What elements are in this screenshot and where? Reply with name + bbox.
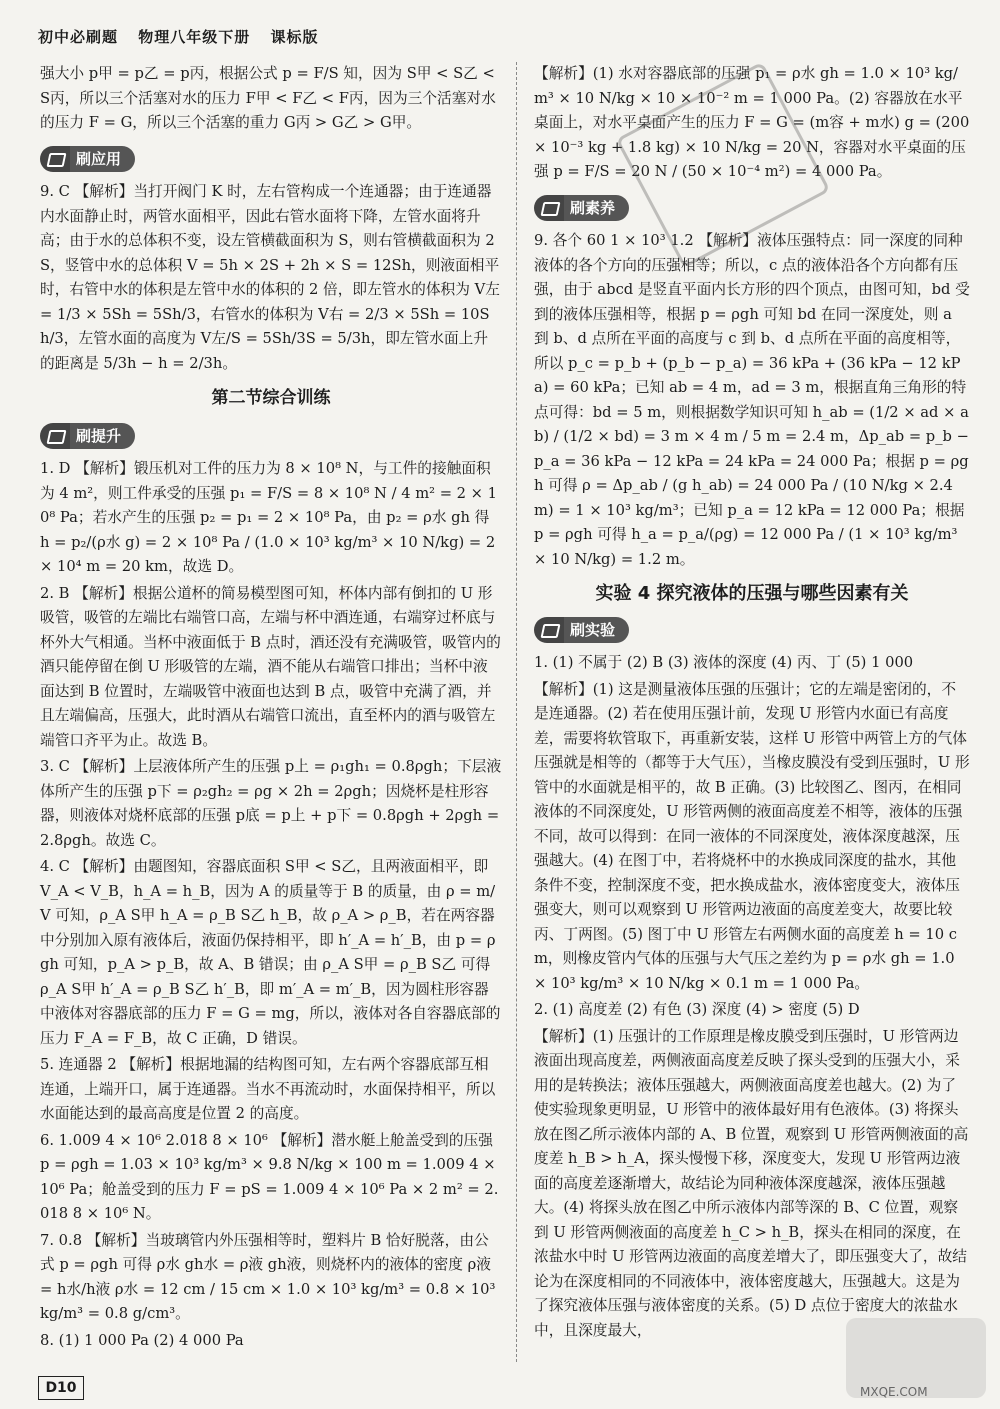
experiment-title: 实验 4 探究液体的压强与哪些因素有关 bbox=[595, 583, 909, 604]
subject-title: 物理八年级下册 bbox=[138, 28, 251, 46]
answer-7: 7. 0.8 【解析】当玻璃管内外压强相等时，塑料片 B 恰好脱落，由公式 p = ρgh 可得 ρ水 gh水 = ρ液 gh液，则烧杯内的液体的密度 ρ液 = h水/h液 ρ水 = 12 cm / 15 cm × 1.0 × 10³ kg/m³ = 0.8 × 10³ kg/m³ = 0.8 g/cm³。 bbox=[40, 1231, 496, 1322]
experiment-answer-1: 1. (1) 不属于 (2) B (3) 液体的深度 (4) 丙、丁 (5) 1 000 bbox=[534, 654, 914, 671]
answer-8: 8. (1) 1 000 Pa (2) 4 000 Pa bbox=[40, 1331, 244, 1349]
section-title: 第二节综合训练 bbox=[211, 388, 331, 408]
book-icon bbox=[40, 146, 70, 172]
book-icon bbox=[40, 423, 70, 449]
edition-label: 课标版 bbox=[270, 28, 319, 46]
intro-paragraph: 强大小 p甲 = p乙 = p丙，根据公式 p = F/S 知，因为 S甲 < S乙 < S丙，所以三个活塞对水的压力 F甲 < F乙 < F丙，因为三个活塞对水的压力 F = G，所以三个活塞的重力 G丙 > G乙 > G甲。 bbox=[40, 65, 496, 131]
page-header bbox=[38, 26, 333, 47]
watermark-text: MXQE.COM bbox=[860, 1385, 928, 1399]
left-column bbox=[40, 62, 502, 1355]
right-column bbox=[534, 62, 970, 1345]
answer-2: 2. B 【解析】根据公道杯的简易模型图可知，杯体内部有倒扣的 U 形吸管，吸管的左端比右端管口高，左端与杯中酒连通，右端穿过杯底与杯外大气相通。当杯中液面低于 B 点时，酒还没有充满吸管，吸管内的酒只能停留在倒 U 形吸管的左端，酒不能从右端管口排出；当杯中液面达到 B 位置时，左端吸管中液面也达到 B 点，吸管中充满了酒，并且左端偏高，压强大，此时酒从右端管口流出，直至杯内的酒与吸管左端管口齐平为止。故选 B。 bbox=[40, 584, 501, 749]
experiment-answer-2: 2. (1) 高度差 (2) 有色 (3) 深度 (4) > 密度 (5) D bbox=[534, 1001, 860, 1018]
book-icon bbox=[534, 195, 564, 221]
section-badge-apply: 刷应用 bbox=[40, 146, 135, 172]
answer-4: 4. C 【解析】由题图知，容器底面积 S甲 < S乙，且两液面相平，即 V_A < V_B，h_A = h_B，因为 A 的质量等于 B 的质量，由 ρ = m/V 可知，ρ_A S甲 h_A = ρ_B S乙 h_B，故 ρ_A > ρ_B，若在两容器中分别加入原有液体后，液面仍保持相平，即 h′_A = h′_B，由 p = ρgh 可知，p_A > p_B，故 A、B 错误；由 ρ_A S甲 = ρ_B S乙 可得 ρ_A S甲 h′_A = ρ_B S乙 h′_B，即 m′_A = m′_B，因为圆柱形容器中液体对容器底部的压力 F = G = mg，所以，液体对各自容器底部的压力 F_A = F_B，故 C 正确，D 错误。 bbox=[40, 858, 501, 1047]
section-badge-literacy: 刷素养 bbox=[534, 195, 629, 221]
section-badge-improve: 刷提升 bbox=[40, 423, 135, 449]
experiment-explanation-1: 【解析】(1) 这是测量液体压强的压强计；它的左端是密闭的，不是连通器。(2) 若在使用压强计前，发现 U 形管内水面已有高度差，需要将软管取下，再重新安装，这样 U 形管中两管上方的气体压强就是相等的（都等于大气压），当橡皮膜没有受到压强时，U 形管中的水面就是相平的，故 B 正确。(3) 比较图乙、图丙，在相同液体的不同深度处，U 形管两侧的液面高度差不相等，液体的压强不同，故可以得到：在同一液体的不同深度处，液体深度越深，压强越大。(4) 在图丁中，若将烧杯中的水换成同深度的盐水，其他条件不变，控制深度不变，把水换成盐水，液体密度变大，液体压强变大，则可以观察到 U 形管两边液面的高度差变大，故要比较丙、丁两图。(5) 图丁中 U 形管左右两侧水面的高度差 h = 10 cm，则橡皮管内气体的压强与大气压之差约为 p = ρ水 gh = 1.0 × 10³ kg/m³ × 10 N/kg × 0.1 m = 1 000 Pa。 bbox=[534, 680, 970, 992]
answer-3: 3. C 【解析】上层液体所产生的压强 p上 = ρ₁gh₁ = 0.8ρgh；下层液体所产生的压强 p下 = ρ₂gh₂ = ρg × 2h = 2ρgh；因烧杯是柱形容器，则液体对烧杯底部的压强 p底 = p上 + p下 = 0.8ρgh + 2ρgh = 2.8ρgh。故选 C。 bbox=[40, 758, 502, 849]
answer-5: 5. 连通器 2 【解析】根据地漏的结构图可知，左右两个容器底部互相连通，上端开口，属于连通器。当水不再流动时，水面保持相平，所以水面能达到的最高高度是位置 2 的高度。 bbox=[40, 1056, 496, 1122]
column-divider bbox=[516, 62, 517, 1362]
answer-9-literacy: 9. 各个 60 1 × 10³ 1.2 【解析】液体压强特点：同一深度的同种液体的各个方向的压强相等；所以，c 点的液体沿各个方向都有压强，由于 abcd 是竖直平面内长方形的四个顶点，由图可知，bd 受到的液体压强相等，根据 p = ρgh 可知 bd 在同一深度处，则 a 到 b、d 点所在平面的高度与 c 到 b、d 点所在平面的高度相等，所以 p_c = p_b + (p_b − p_a) = 36 kPa + (36 kPa − 12 kPa) = 60 kPa；已知 ab = 4 m，ad = 3 m，根据直角三角形的特点可得：bd = 5 m，则根据数学知识可知 h_ab = (1/2 × ad × ab) / (1/2 × bd) = 3 m × 4 m / 5 m = 2.4 m，Δp_ab = p_b − p_a = 36 kPa − 12 kPa = 24 kPa = 24 000 Pa；根据 p = ρgh 可得 ρ = Δp_ab / (g h_ab) = 24 000 Pa / (10 N/kg × 2.4 m) = 1 × 10³ kg/m³；已知 p_a = 12 kPa = 12 000 Pa；根据 p = ρgh 可得 h_a = p_a/(ρg) = 12 000 Pa / (1 × 10³ kg/m³ × 10 N/kg) = 1.2 m。 bbox=[534, 232, 970, 568]
answer-6: 6. 1.009 4 × 10⁶ 2.018 8 × 10⁶ 【解析】潜水艇上舱盖受到的压强 p = ρgh = 1.03 × 10³ kg/m³ × 9.8 N/kg × 100 m = 1.009 4 × 10⁶ Pa；舱盖受到的压力 F = pS = 1.009 4 × 10⁶ Pa × 2 m² = 2.018 8 × 10⁶ N。 bbox=[40, 1131, 499, 1222]
book-icon bbox=[534, 617, 564, 643]
answer-9: 9. C 【解析】当打开阀门 K 时，左右管构成一个连通器；由于连通器内水面静止时，两管水面相平，因此右管水面将下降，左管水面将升高；由于水的总体积不变，设左管横截面积为 S，则右管横截面积为 2S，竖管中水的总体积 V = 5h × 2S + 2h × S = 12Sh，则液面相平时，右管中水的体积是左管中水的体积的 2 倍，即左管水的体积为 V左 = 1/3 × 5Sh = 5Sh/3，右管水的体积为 V右 = 2/3 × 5Sh = 10Sh/3，左管水面的高度为 V左/S = 5Sh/3S = 5/3h，即左管水面上升的距离是 5/3h − h = 2/3h。 bbox=[40, 183, 500, 372]
book-title: 初中必刷题 bbox=[38, 28, 119, 46]
experiment-explanation-2: 【解析】(1) 压强计的工作原理是橡皮膜受到压强时，U 形管两边液面出现高度差，两侧液面高度差反映了探头受到的压强大小，采用的是转换法；液体压强越大，两侧液面高度差也越大。(2) 为了使实验现象更明显，U 形管中的液体最好用有色液体。(3) 将探头放在图乙所示液体内部的 A、B 位置，观察到 U 形管两侧液面的高度差 h_B > h_A，探头慢慢下移，深度变大，发现 U 形管两边液面的高度差逐渐增大，故结论为同种液体深度越深，液体压强越大。(4) 将探头放在图乙中所示液体内部等深的 B、C 位置，观察到 U 形管两侧液面的高度差 h_C > h_B，探头在相同的深度，在浓盐水中时 U 形管两边液面的高度差增大了，即压强变大了，故结论为在深度相同的不同液体中，液体密度越大，压强越大。这是为了探究液体压强与液体密度的关系。(5) D 点位于密度大的浓盐水中，且深度最大， bbox=[534, 1027, 969, 1339]
answer-8-explanation: 【解析】(1) 水对容器底部的压强 p₁ = ρ水 gh = 1.0 × 10³ kg/m³ × 10 N/kg × 10 × 10⁻² m = 1 000 Pa。(2) 容器放在水平桌面上，对水平桌面产生的压力 F = G = (m容 + m水) g = (200 × 10⁻³ kg + 1.8 kg) × 10 N/kg = 20 N，容器对水平桌面的压强 p = F/S = 20 N / (50 × 10⁻⁴ m²) = 4 000 Pa。 bbox=[534, 65, 970, 180]
page-number: D10 bbox=[38, 1376, 84, 1400]
section-badge-experiment: 刷实验 bbox=[534, 617, 629, 643]
answer-1: 1. D 【解析】锻压机对工件的压力为 8 × 10⁸ N，与工件的接触面积为 4 m²，则工件承受的压强 p₁ = F/S = 8 × 10⁸ N / 4 m² = 2 × 10⁸ Pa；若水产生的压强 p₂ = p₁ = 2 × 10⁸ Pa，由 p₂ = ρ水 gh 得 h = p₂/(ρ水 g) = 2 × 10⁸ Pa / (1.0 × 10³ kg/m³ × 10 N/kg) = 2 × 10⁴ m = 20 km，故选 D。 bbox=[40, 460, 497, 575]
